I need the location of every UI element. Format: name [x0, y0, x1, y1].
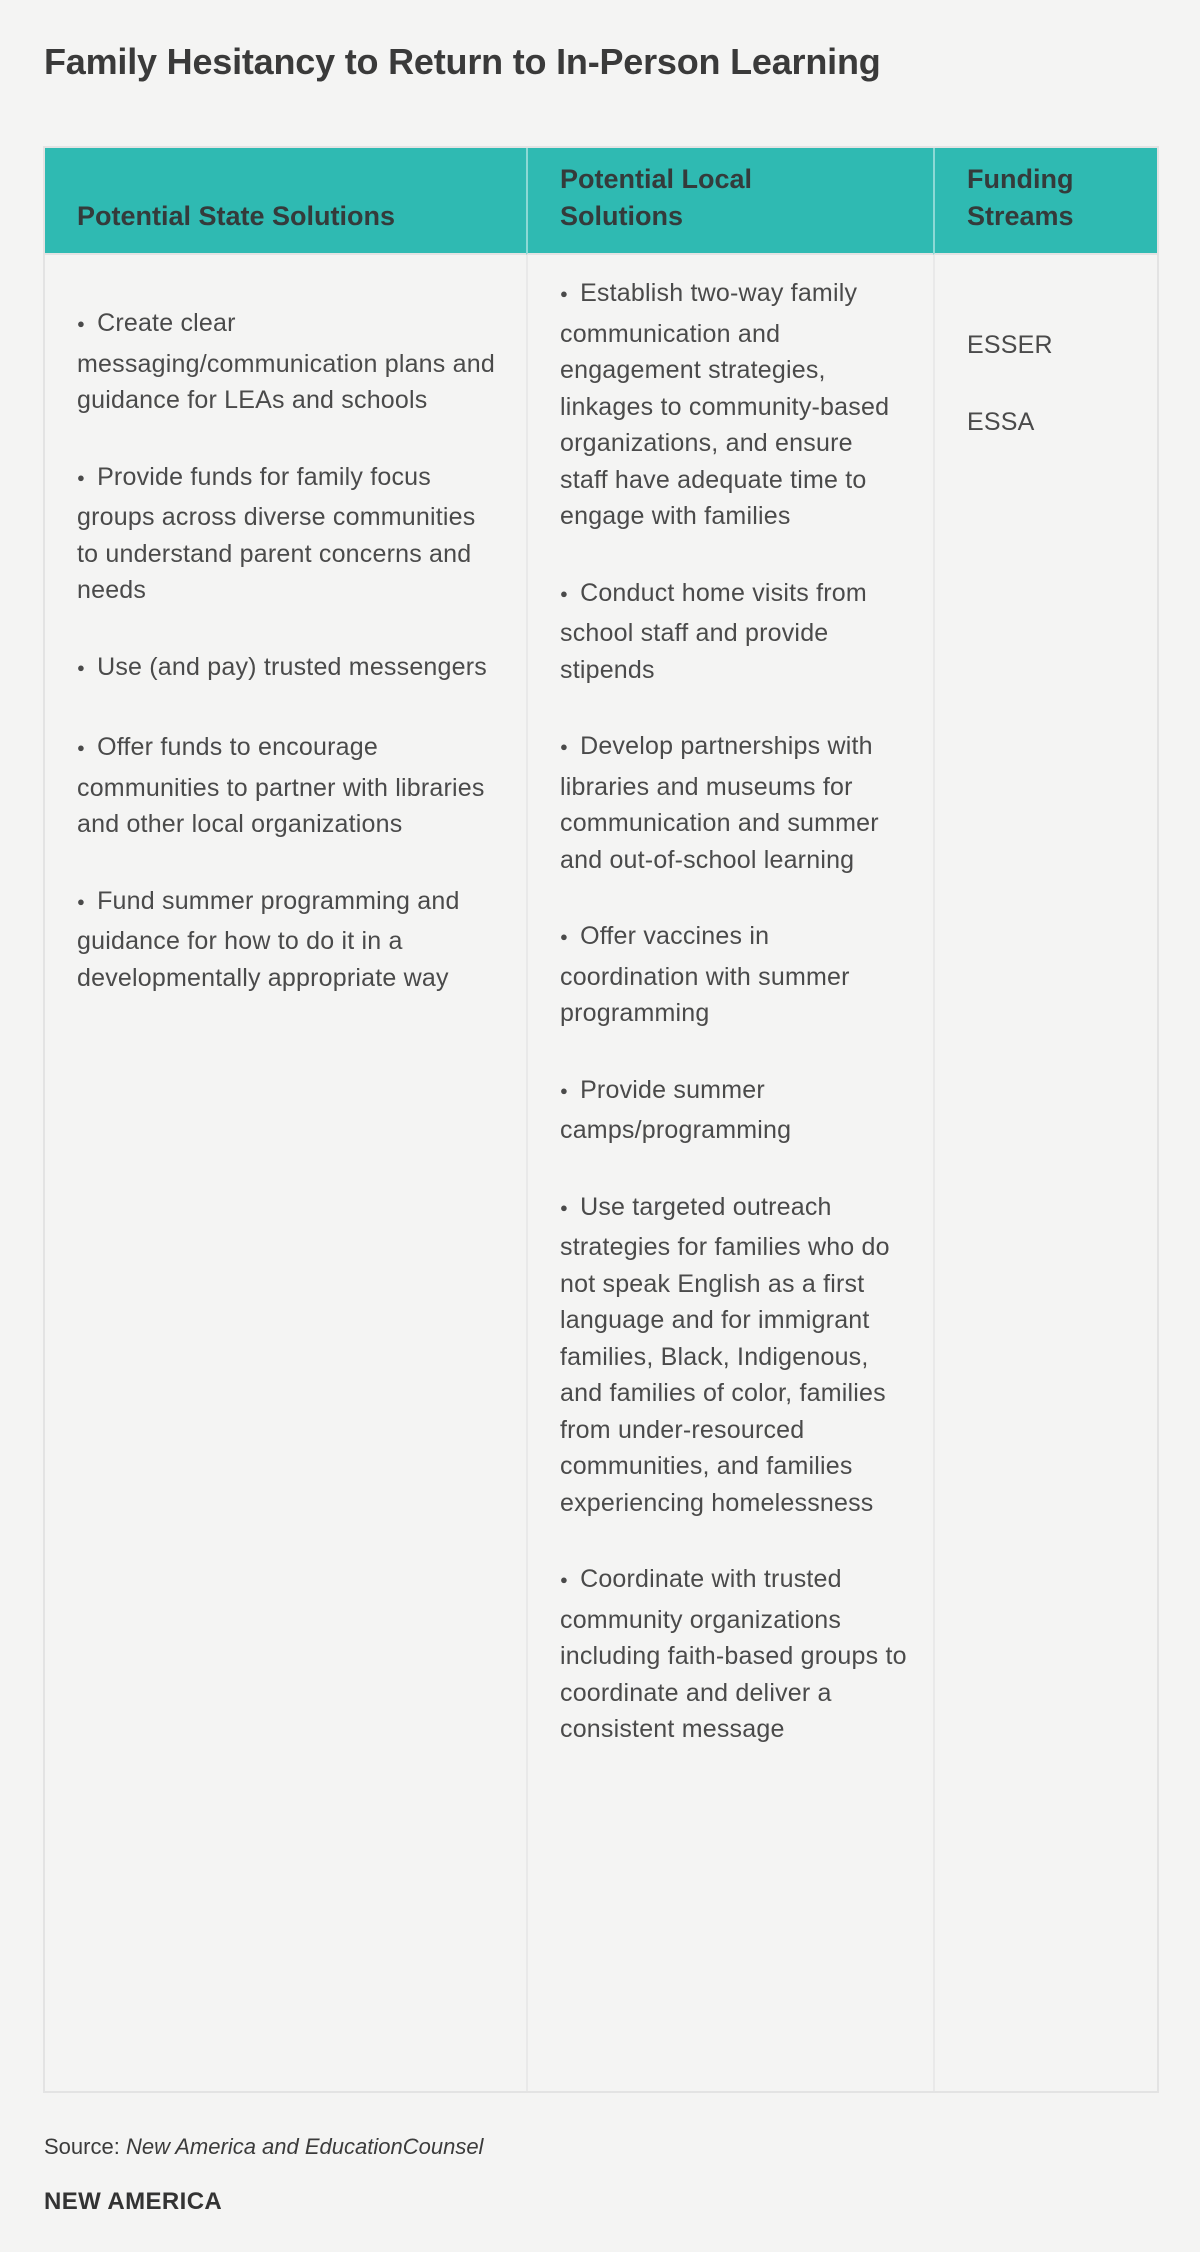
cell-paragraph: ● Develop partnerships with libraries and museums for communication and summer and out-of-school learning [560, 728, 907, 878]
cell-paragraph: ● Offer vaccines in coordination with summer programming [560, 918, 907, 1032]
source-label: Source: [44, 2134, 120, 2159]
cell-state-solutions [45, 255, 526, 2091]
brand-wordmark: NEW AMERICA [44, 2188, 223, 2215]
column-header-label: Potential Local Solutions [560, 164, 753, 231]
cell-paragraph: ● Create clear messaging/communication plans and guidance for LEAs and schools [77, 305, 500, 419]
cell-paragraph: ● Coordinate with trusted community organizations including faith-based groups to coordinate and deliver a consistent message [560, 1561, 907, 1748]
footer [44, 2133, 1200, 2217]
cell-paragraph: ● Provide funds for family focus groups across diverse communities to understand parent concerns and needs [77, 459, 500, 609]
table-body-row [45, 255, 1157, 2091]
column-header-state-solutions [45, 148, 526, 255]
cell-paragraph: ● Establish two-way family communication and engagement strategies, linkages to community-based organizations, and ensure staff have adequate time to engage with families [560, 275, 907, 535]
cell-paragraph: ● Conduct home visits from school staff and provide stipends [560, 575, 907, 689]
cell-paragraph: ● Use (and pay) trusted messengers [77, 649, 500, 690]
source-text: New America and EducationCounsel [125, 2134, 484, 2159]
source-line [44, 2133, 1200, 2161]
cell-paragraph: ● Fund summer programming and guidance for how to do it in a developmentally appropriate way [77, 883, 500, 997]
cell-paragraph: ● Provide summer camps/programming [560, 1072, 907, 1149]
cell-paragraph: ESSER [967, 331, 1053, 359]
table-header-row [45, 148, 1157, 255]
column-header-funding-streams [933, 148, 1157, 255]
cell-paragraph: ESSA [967, 407, 1035, 436]
cell-paragraph: ● Offer funds to encourage communities to partner with libraries and other local organizations [77, 729, 500, 843]
solutions-table [43, 146, 1159, 2093]
cell-paragraph: ● Use targeted outreach strategies for families who do not speak English as a first language and for immigrant families, Black, Indigenous, and families of color, families from under-resourced communities, and families experiencing homelessness [560, 1189, 907, 1522]
column-header-local-solutions [526, 148, 933, 255]
cell-funding-streams [933, 255, 1157, 2091]
cell-local-solutions [526, 255, 933, 2091]
column-header-label: Potential State Solutions [77, 201, 396, 231]
column-header-label: Funding Streams [967, 164, 1074, 231]
page-title: Family Hesitancy to Return to In-Person Learning [44, 41, 881, 82]
